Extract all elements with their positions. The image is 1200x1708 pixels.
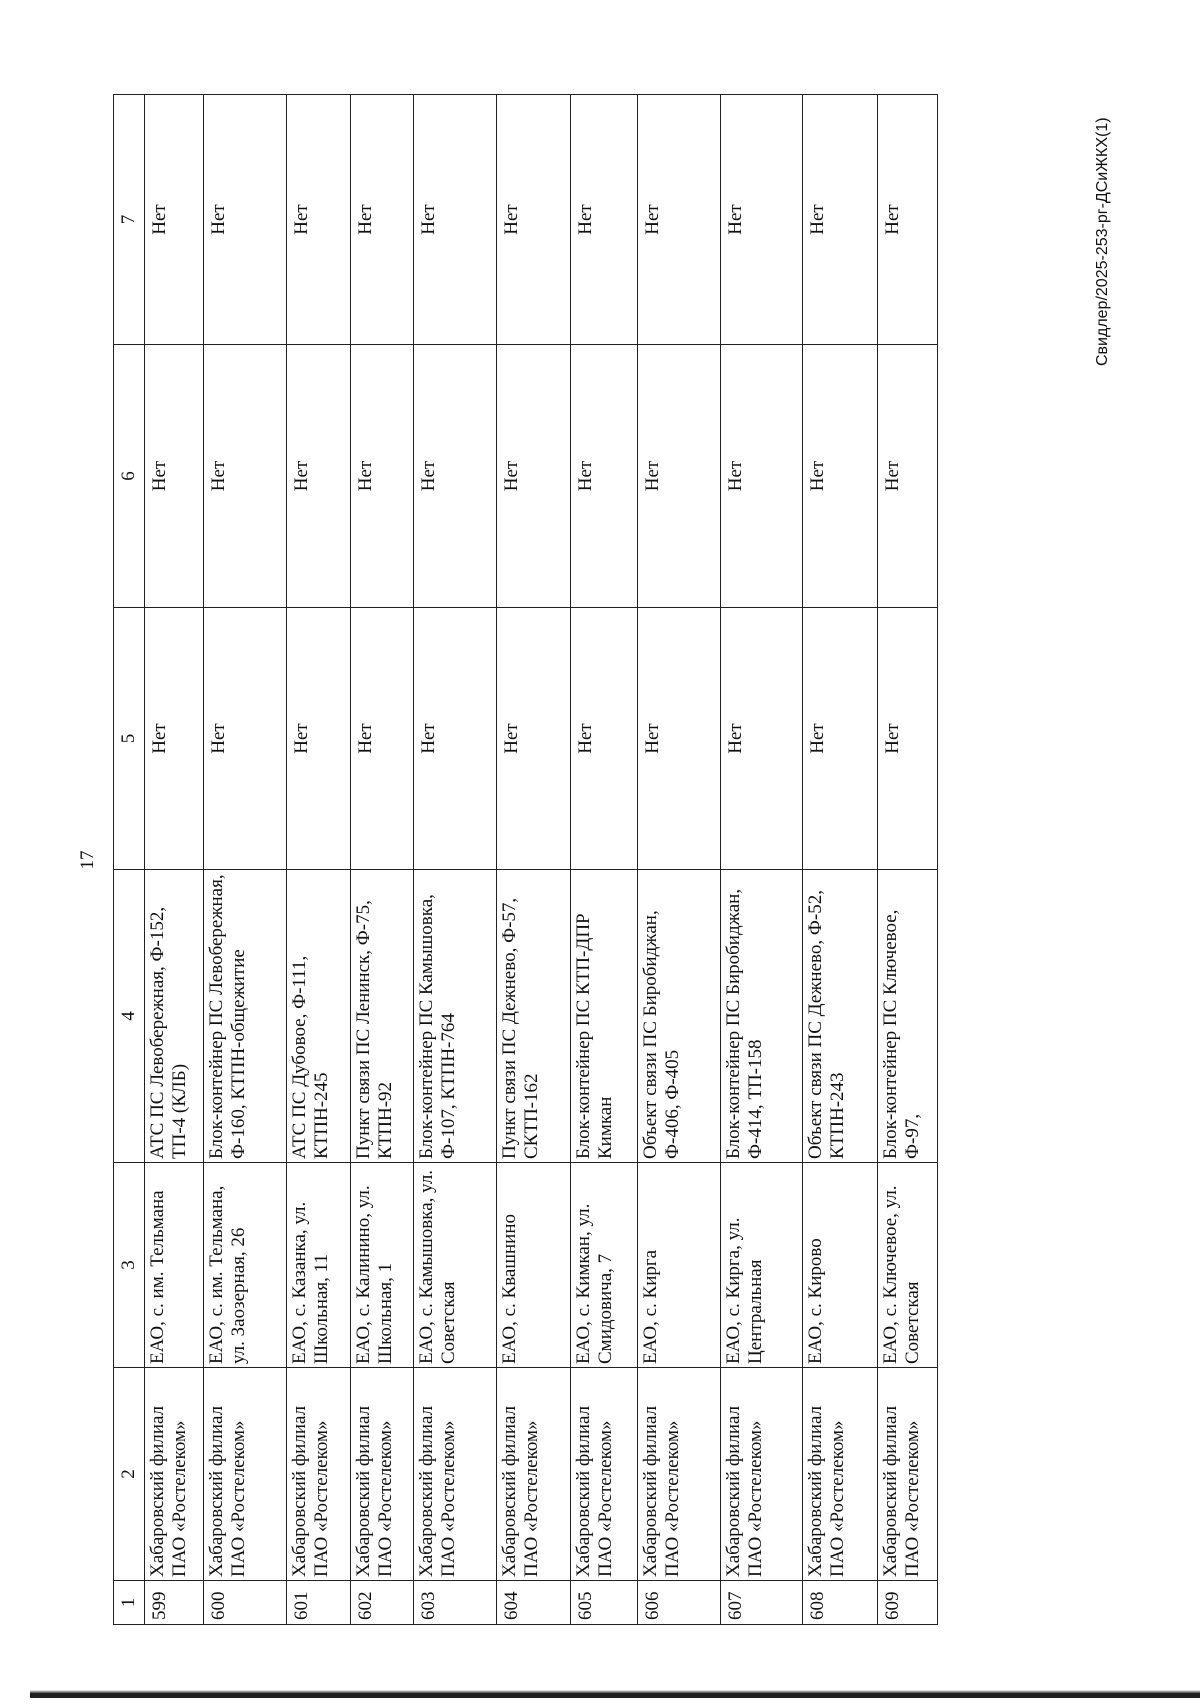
col7-cell: Нет	[571, 95, 638, 345]
col7-cell: Нет	[145, 95, 204, 345]
owner-cell: Хабаровский филиал ПАО «Ростелеком»	[721, 1368, 803, 1581]
col5-cell: Нет	[878, 608, 938, 870]
col5-cell: Нет	[204, 608, 287, 870]
col6-cell: Нет	[497, 345, 571, 608]
object-cell: Блок-контейнер ПС Ключевое, Ф-97,	[878, 870, 938, 1163]
object-cell: Блок-контейнер ПС КТП-ДПР Кимкан	[571, 870, 638, 1163]
header-col-1: 1	[114, 1581, 145, 1625]
page-number: 17	[77, 850, 98, 870]
col6-cell: Нет	[204, 345, 287, 608]
row-number: 607	[721, 1581, 803, 1625]
address-cell: ЕАО, с. Квашнино	[497, 1163, 571, 1368]
col7-cell: Нет	[878, 95, 938, 345]
row-number: 604	[497, 1581, 571, 1625]
table-row	[638, 95, 721, 1625]
col6-cell: Нет	[878, 345, 938, 608]
row-number: 601	[287, 1581, 351, 1625]
col7-cell: Нет	[287, 95, 351, 345]
row-number: 606	[638, 1581, 721, 1625]
row-number: 602	[351, 1581, 414, 1625]
owner-cell: Хабаровский филиал ПАО «Ростелеком»	[351, 1368, 414, 1581]
object-cell: Объект связи ПС Дежнево, Ф-52, КТПН-243	[803, 870, 878, 1163]
object-cell: Объект связи ПС Биробиджан, Ф-406, Ф-405	[638, 870, 721, 1163]
header-col-7: 7	[114, 95, 145, 345]
owner-cell: Хабаровский филиал ПАО «Ростелеком»	[414, 1368, 497, 1581]
owner-cell: Хабаровский филиал ПАО «Ростелеком»	[145, 1368, 204, 1581]
col5-cell: Нет	[803, 608, 878, 870]
col7-cell: Нет	[721, 95, 803, 345]
row-number: 603	[414, 1581, 497, 1625]
owner-cell: Хабаровский филиал ПАО «Ростелеком»	[204, 1368, 287, 1581]
table-row	[287, 95, 351, 1625]
table-header-row	[114, 95, 145, 1625]
row-number: 609	[878, 1581, 938, 1625]
address-cell: ЕАО, с. Камышовка, ул. Советская	[414, 1163, 497, 1368]
object-cell: Блок-контейнер ПС Левобережная, Ф-160, КТПН-общежитие	[204, 870, 287, 1163]
table-row	[721, 95, 803, 1625]
table-row	[803, 95, 878, 1625]
col7-cell: Нет	[351, 95, 414, 345]
owner-cell: Хабаровский филиал ПАО «Ростелеком»	[571, 1368, 638, 1581]
document-reference: Свидлер/2025-253-рг-ДСиЖКХ(1)	[1094, 117, 1111, 366]
header-col-3: 3	[114, 1163, 145, 1368]
col6-cell: Нет	[721, 345, 803, 608]
table-row	[351, 95, 414, 1625]
row-number: 605	[571, 1581, 638, 1625]
row-number: 608	[803, 1581, 878, 1625]
address-cell: ЕАО, с. Ключевое, ул. Советская	[878, 1163, 938, 1368]
address-cell: ЕАО, с. Кирово	[803, 1163, 878, 1368]
scan-edge-shadow	[30, 1690, 1200, 1698]
table-row	[145, 95, 204, 1625]
table-row	[878, 95, 938, 1625]
col7-cell: Нет	[414, 95, 497, 345]
owner-cell: Хабаровский филиал ПАО «Ростелеком»	[638, 1368, 721, 1581]
table-row	[414, 95, 497, 1625]
header-col-4: 4	[114, 870, 145, 1163]
header-col-2: 2	[114, 1368, 145, 1581]
col5-cell: Нет	[638, 608, 721, 870]
address-cell: ЕАО, с. им. Тельмана	[145, 1163, 204, 1368]
col7-cell: Нет	[803, 95, 878, 345]
col5-cell: Нет	[414, 608, 497, 870]
row-number: 600	[204, 1581, 287, 1625]
table-row	[204, 95, 287, 1625]
col5-cell: Нет	[287, 608, 351, 870]
col7-cell: Нет	[204, 95, 287, 345]
col7-cell: Нет	[638, 95, 721, 345]
col5-cell: Нет	[497, 608, 571, 870]
col6-cell: Нет	[638, 345, 721, 608]
table-row	[571, 95, 638, 1625]
object-cell: АТС ПС Дубовое, Ф-111, КТПН-245	[287, 870, 351, 1163]
col6-cell: Нет	[287, 345, 351, 608]
col5-cell: Нет	[721, 608, 803, 870]
col5-cell: Нет	[145, 608, 204, 870]
row-number: 599	[145, 1581, 204, 1625]
address-cell: ЕАО, с. Кирга	[638, 1163, 721, 1368]
col6-cell: Нет	[145, 345, 204, 608]
col6-cell: Нет	[571, 345, 638, 608]
owner-cell: Хабаровский филиал ПАО «Ростелеком»	[878, 1368, 938, 1581]
address-cell: ЕАО, с. Кирга, ул. Центральная	[721, 1163, 803, 1368]
col6-cell: Нет	[803, 345, 878, 608]
col7-cell: Нет	[497, 95, 571, 345]
objects-table	[113, 94, 938, 1625]
object-cell: АТС ПС Левобережная, Ф-152, ТП-4 (КЛБ)	[145, 870, 204, 1163]
col5-cell: Нет	[351, 608, 414, 870]
object-cell: Пункт связи ПС Ленинск, Ф-75, КТПН-92	[351, 870, 414, 1163]
col6-cell: Нет	[414, 345, 497, 608]
object-cell: Блок-контейнер ПС Камышовка, Ф-107, КТПН-764	[414, 870, 497, 1163]
address-cell: ЕАО, с. Кимкан, ул. Смидовича, 7	[571, 1163, 638, 1368]
object-cell: Блок-контейнер ПС Биробиджан, Ф-414, ТП-158	[721, 870, 803, 1163]
header-col-6: 6	[114, 345, 145, 608]
object-cell: Пункт связи ПС Дежнево, Ф-57, СКТП-162	[497, 870, 571, 1163]
address-cell: ЕАО, с. им. Тельмана, ул. Заозерная, 26	[204, 1163, 287, 1368]
col6-cell: Нет	[351, 345, 414, 608]
header-col-5: 5	[114, 608, 145, 870]
address-cell: ЕАО, с. Калинино, ул. Школьная, 1	[351, 1163, 414, 1368]
owner-cell: Хабаровский филиал ПАО «Ростелеком»	[287, 1368, 351, 1581]
document-footer	[1090, 0, 1122, 700]
address-cell: ЕАО, с. Казанка, ул. Школьная, 11	[287, 1163, 351, 1368]
table-row	[497, 95, 571, 1625]
owner-cell: Хабаровский филиал ПАО «Ростелеком»	[497, 1368, 571, 1581]
owner-cell: Хабаровский филиал ПАО «Ростелеком»	[803, 1368, 878, 1581]
col5-cell: Нет	[571, 608, 638, 870]
rotated-page-content	[77, 95, 1113, 1625]
